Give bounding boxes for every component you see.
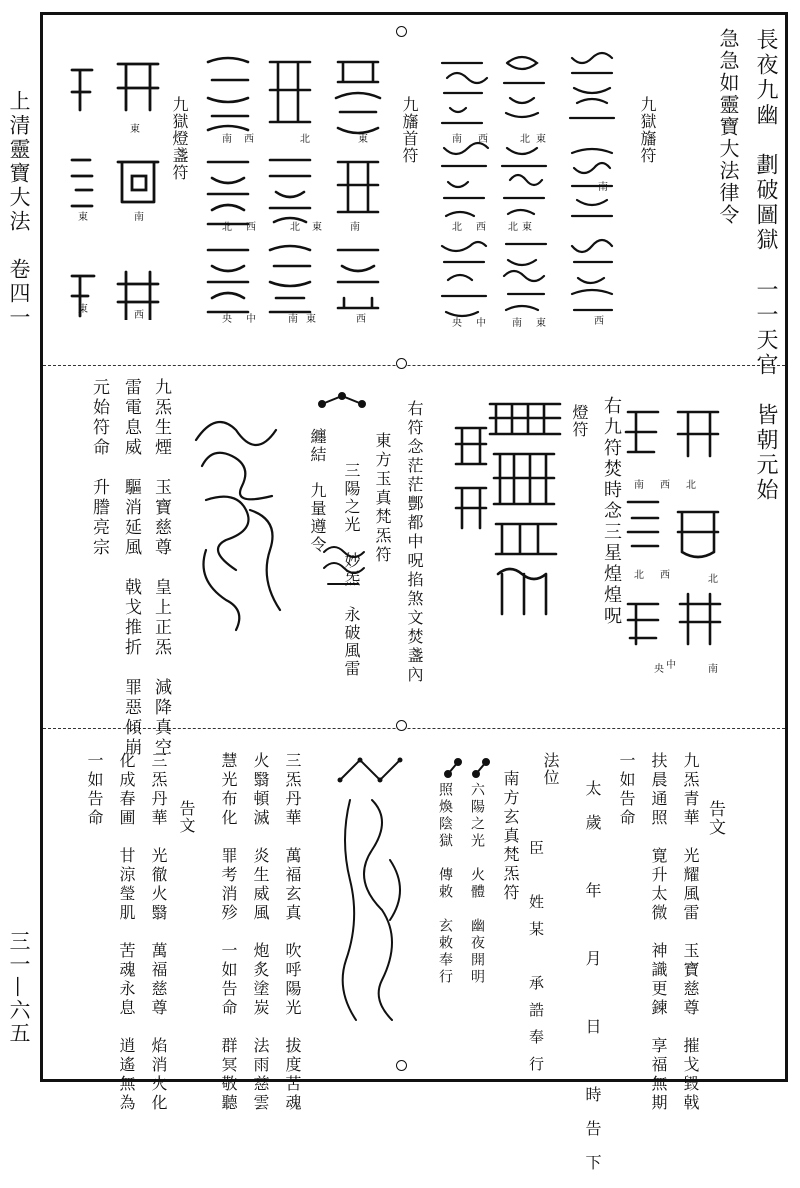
direction-label: 東 xyxy=(130,124,140,135)
book-title-margin: 上清靈寶大法 卷四一 xyxy=(7,90,31,330)
section3-right-text-2: 九炁青華 光耀風雷 玉寶慈尊 摧戈毀戟 xyxy=(681,752,700,1113)
section2-left-text-1: 九炁生煙 玉寶慈尊 皇上正炁 減降真空 xyxy=(151,378,171,758)
spiral-talisman xyxy=(186,400,296,640)
direction-label: 中 xyxy=(246,314,256,325)
direction-label: 東 xyxy=(358,134,368,145)
lamp-talisman-large xyxy=(450,398,570,628)
direction-label: 北 xyxy=(452,222,462,233)
label-lamp-talisman: 燈符 xyxy=(570,404,589,438)
binding-hole-4 xyxy=(396,1060,407,1071)
direction-label: 西 xyxy=(244,134,254,145)
direction-label: 西 xyxy=(134,310,144,321)
direction-label: 北 xyxy=(708,574,718,585)
lamp-talisman-set xyxy=(618,392,728,682)
direction-label: 北 xyxy=(686,480,696,491)
direction-label: 西 xyxy=(660,480,670,491)
direction-label: 東 xyxy=(312,222,322,233)
southern-mystic-talisman xyxy=(438,756,498,796)
direction-label: 北 xyxy=(634,570,644,581)
section3-left-text-6: 化成春圃 甘涼瑩肌 苦魂永息 逍遙無為 xyxy=(117,752,136,1113)
direction-label: 東 xyxy=(536,318,546,329)
direction-label: 西 xyxy=(660,570,670,581)
direction-label: 央 xyxy=(452,318,462,329)
label-nine-banner-head-talismans: 九旛首符 xyxy=(400,96,419,164)
direction-label: 北 xyxy=(520,134,530,145)
direction-label: 南 xyxy=(452,134,462,145)
section2-left-text-2: 雷電息威 驅消延風 戟戈推折 罪惡傾崩 xyxy=(121,378,141,758)
page-number: 三一—六五 xyxy=(7,930,31,1045)
section3-mid-text-2: 六陽之光 火體 幽夜開明 xyxy=(469,782,485,986)
section3-name-line: 臣 姓某 承誥奉行 xyxy=(527,840,545,1083)
binding-hole-1 xyxy=(396,26,407,37)
section1-subheading: 急急如靈寶大法律令 xyxy=(716,28,740,226)
section2-left-text-3: 元始符命 升謄亮宗 xyxy=(89,378,109,558)
section-divider-1 xyxy=(43,365,785,366)
lamp-talisman-grid xyxy=(66,50,166,320)
direction-label: 南 xyxy=(708,664,718,675)
section2-mid-text-4: 纏結 九量遵令 xyxy=(308,428,327,554)
direction-label: 西 xyxy=(594,316,604,327)
direction-label: 西 xyxy=(246,222,256,233)
eastern-jade-talisman xyxy=(308,392,378,592)
direction-label: 北 xyxy=(222,222,232,233)
label-nine-banner-talismans: 九獄旛符 xyxy=(638,96,657,164)
direction-label: 南 xyxy=(222,134,232,145)
direction-label: 北 xyxy=(508,222,518,233)
direction-label: 南 xyxy=(288,314,298,325)
section3-announcement-label: 告文 xyxy=(705,800,725,836)
section3-left-text-3: 慧光布化 罪考消殄 一如告命 群冥敬聽 xyxy=(219,752,238,1113)
section1-heading: 長夜九幽 劃破圖獄 一一天官 皆朝元始 xyxy=(753,28,778,503)
direction-label: 東 xyxy=(522,222,532,233)
section3-right-text-3: 扶晨通照 寛升太微 神識更鍊 享福無期 xyxy=(649,752,668,1113)
section3-mid-text-3: 照煥陰獄 傳敕 玄敕奉行 xyxy=(437,782,453,986)
direction-label: 南 xyxy=(634,480,644,491)
direction-label: 中 xyxy=(666,660,676,671)
direction-label: 東 xyxy=(78,212,88,223)
fire-talisman-tall xyxy=(320,740,420,1050)
direction-label: 東 xyxy=(306,314,316,325)
section2-mid-text-2: 東方玉真梵炁符 xyxy=(373,432,392,565)
label-nine-lamp-talismans: 九獄燈盞符 xyxy=(170,96,189,181)
section3-left-announcement: 告文 xyxy=(177,800,196,834)
section3-left-text-2: 火翳頓滅 炎生威風 炮炙塗炭 法雨慈雲 xyxy=(251,752,270,1113)
section3-date-line: 太歲 年 月 日 時告下 xyxy=(583,780,602,1188)
direction-label: 央 xyxy=(222,314,232,325)
direction-label: 南 xyxy=(598,182,608,193)
section2-right-text: 右九符焚時念三星煌煌呪 xyxy=(601,396,622,627)
binding-hole-2 xyxy=(396,358,407,369)
direction-label: 東 xyxy=(78,304,88,315)
direction-label: 央 xyxy=(654,664,664,675)
direction-label: 北 xyxy=(300,134,310,145)
direction-label: 南 xyxy=(512,318,522,329)
section3-left-text-5: 三炁丹華 光徹火翳 萬福慈尊 焰消火化 xyxy=(149,752,168,1113)
direction-label: 西 xyxy=(356,314,366,325)
banner-talisman-grid xyxy=(432,48,622,328)
section2-mid-text-3: 三陽之光 妙炁 永破風雷 xyxy=(342,462,361,678)
direction-label: 北 xyxy=(290,222,300,233)
section3-law-position: 法位 xyxy=(541,752,560,786)
direction-label: 南 xyxy=(134,212,144,223)
direction-label: 西 xyxy=(476,222,486,233)
direction-label: 南 xyxy=(350,222,360,233)
direction-label: 中 xyxy=(476,318,486,329)
section3-mid-text-1: 南方玄真梵炁符 xyxy=(501,770,520,903)
direction-label: 東 xyxy=(536,134,546,145)
binding-hole-3 xyxy=(396,720,407,731)
section3-left-text-7: 一如告命 xyxy=(85,752,104,828)
section3-right-text-4: 一如告命 xyxy=(617,752,636,828)
direction-label: 西 xyxy=(478,134,488,145)
section2-mid-text-1: 右符念茫茫酆都中呪掐煞文焚盞內 xyxy=(405,400,424,685)
section3-left-text-1: 三炁丹華 萬福玄真 吹呼陽光 拔度苦魂 xyxy=(283,752,302,1113)
banner-head-talisman-grid xyxy=(198,50,388,320)
